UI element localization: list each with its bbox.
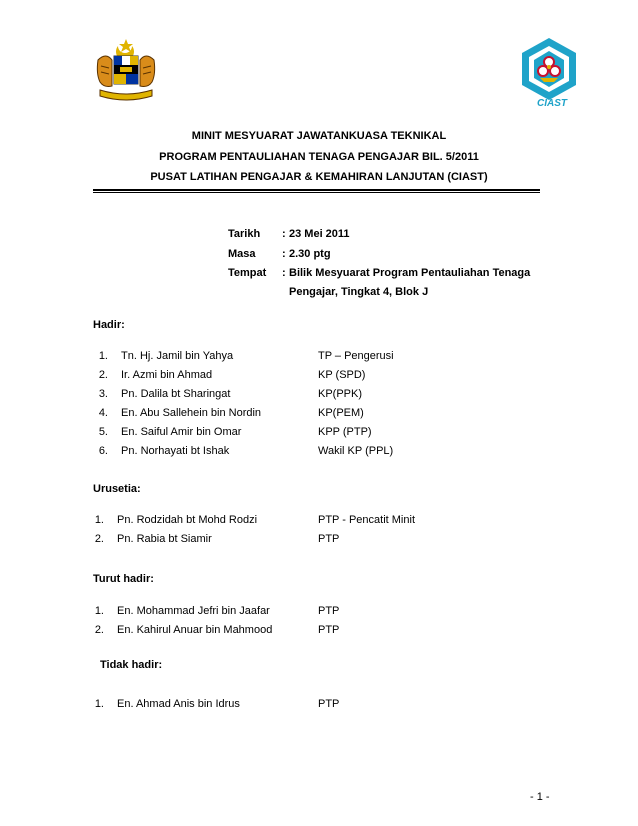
secretariat-name: Pn. Rabia bt Siamir: [117, 533, 212, 545]
attendee-role: KP (SPD): [318, 369, 366, 381]
attendee-name: Pn. Norhayati bt Ishak: [121, 445, 230, 457]
ciast-logo-text: CIAST: [537, 98, 567, 109]
attendee-role: Wakil KP (PPL): [318, 445, 394, 457]
attendee-name: En. Kahirul Anuar bin Mahmood: [117, 624, 273, 636]
attendee-role: KPP (PTP): [318, 426, 372, 438]
tempat-label: Tempat: [228, 267, 267, 279]
item-number: 1.: [94, 605, 104, 617]
attendee-name: En. Mohammad Jefri bin Jaafar: [117, 605, 270, 617]
page-number: - 1 -: [530, 791, 550, 803]
tempat-colon: :: [282, 267, 286, 279]
attendee-role: PTP: [318, 624, 340, 636]
attendee-name: En. Saiful Amir bin Omar: [121, 426, 242, 438]
hadir-heading: Hadir:: [93, 319, 125, 331]
tempat-value-line2: Pengajar, Tingkat 4, Blok J: [289, 286, 429, 298]
attendee-role: TP – Pengerusi: [318, 350, 394, 362]
urusetia-heading: Urusetia:: [93, 483, 141, 495]
tidak-hadir-heading: Tidak hadir:: [100, 659, 163, 671]
secretariat-name: Pn. Rodzidah bt Mohd Rodzi: [117, 514, 258, 526]
absentee-name: En. Ahmad Anis bin Idrus: [117, 698, 240, 710]
item-number: 1.: [94, 514, 104, 526]
tarikh-colon: :: [282, 228, 286, 240]
secretariat-role: PTP: [318, 533, 340, 545]
attendee-name: Ir. Azmi bin Ahmad: [121, 369, 213, 381]
item-number: 4.: [98, 407, 108, 419]
absentee-role: PTP: [318, 698, 340, 710]
item-number: 1.: [94, 698, 104, 710]
attendee-role: KP(PEM): [318, 407, 364, 419]
attendee-role: KP(PPK): [318, 388, 363, 400]
secretariat-role: PTP - Pencatit Minit: [318, 514, 415, 526]
tarikh-label: Tarikh: [228, 228, 261, 240]
attendee-role: PTP: [318, 605, 340, 617]
tarikh-value: 23 Mei 2011: [289, 228, 350, 240]
item-number: 6.: [98, 445, 108, 457]
item-number: 2.: [98, 369, 108, 381]
minutes-title: MINIT MESYUARAT JAWATANKUASA TEKNIKAL: [191, 130, 447, 142]
attendee-name: En. Abu Sallehein bin Nordin: [121, 407, 262, 419]
attendee-name: Pn. Dalila bt Sharingat: [121, 388, 231, 400]
header-divider-thick: [93, 189, 540, 191]
tempat-value-line1: Bilik Mesyuarat Program Pentauliahan Tenaga: [289, 267, 531, 279]
item-number: 2.: [94, 624, 104, 636]
attendee-name: Tn. Hj. Jamil bin Yahya: [121, 350, 234, 362]
item-number: 3.: [98, 388, 108, 400]
item-number: 1.: [98, 350, 108, 362]
program-title: PROGRAM PENTAULIAHAN TENAGA PENGAJAR BIL. 5/2011: [159, 151, 479, 163]
masa-colon: :: [282, 248, 286, 260]
malaysia-coat-of-arms-icon: [92, 38, 160, 104]
item-number: 2.: [94, 533, 104, 545]
turut-hadir-heading: Turut hadir:: [93, 573, 154, 585]
masa-label: Masa: [228, 248, 256, 260]
item-number: 5.: [98, 426, 108, 438]
institution-title: PUSAT LATIHAN PENGAJAR & KEMAHIRAN LANJUTAN (CIAST): [150, 171, 488, 183]
masa-value: 2.30 ptg: [289, 248, 331, 260]
header-divider-thin: [93, 192, 540, 193]
